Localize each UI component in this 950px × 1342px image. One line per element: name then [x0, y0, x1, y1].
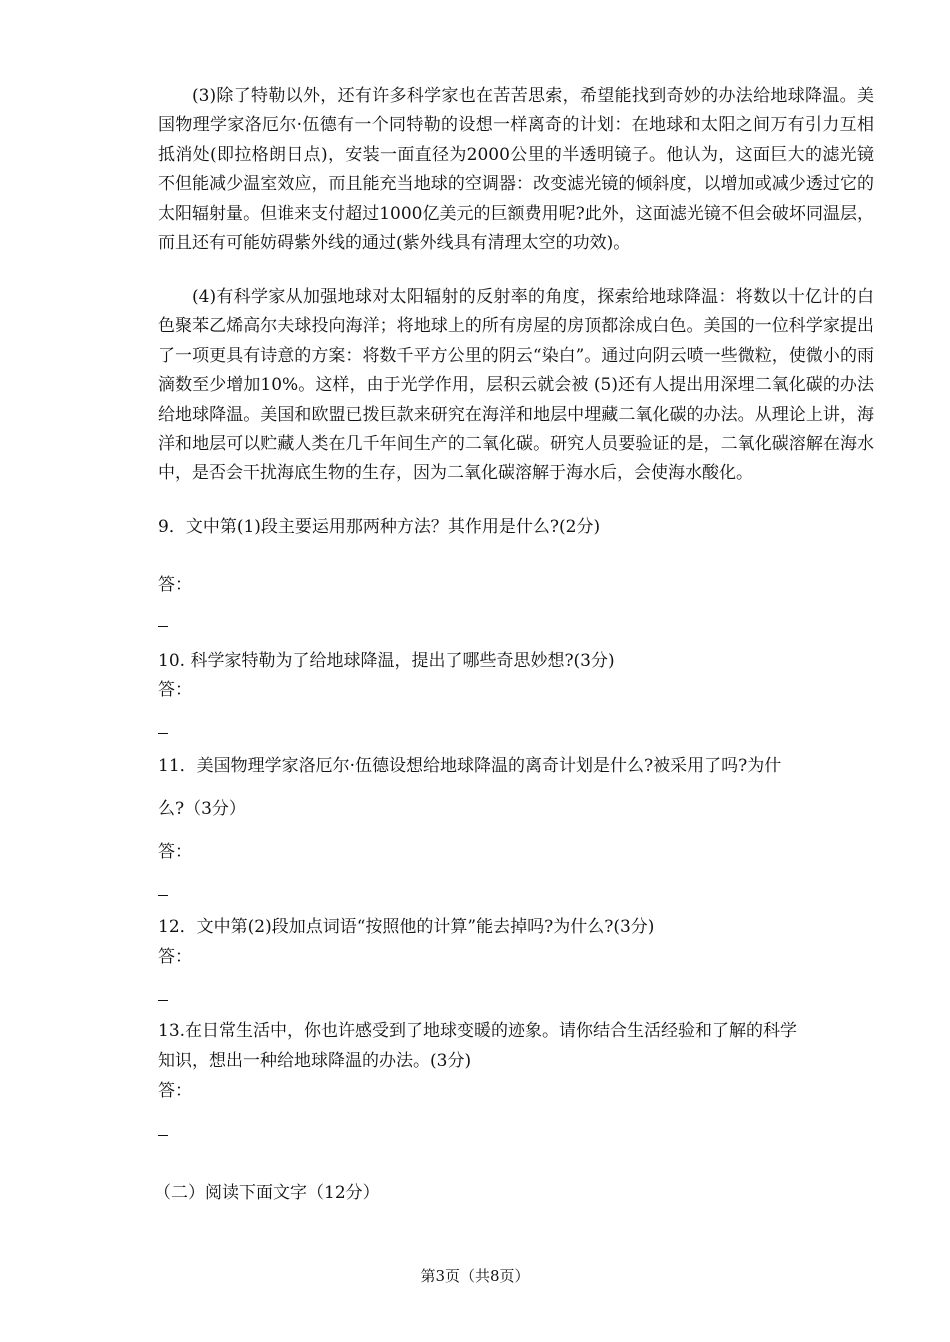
answer-blank-11	[158, 895, 168, 896]
answer-label-12: 答：	[158, 947, 192, 967]
answer-label-13: 答：	[158, 1081, 192, 1101]
paragraph-4-5: (4)有科学家从加强地球对太阳辐射的反射率的角度，探索给地球降温：将数以十亿计的白色聚苯乙烯高尔夫球投向海洋；将地球上的所有房屋的房顶都涂成白色。美国的一位科学家提出了一项更具有诗意的方案：将数千平方公里的阴云“染白”。通过向阴云喷一些微粒，使微小的雨滴数至少增加10%。这样，由于光学作用，层积云就会被 (5)还有人提出用深埋二氧化碳的办法给地球降温。美国和欧盟已拨巨款来研究在海洋和地层中埋藏二氧化碳的办法。从理论上讲，海洋和地层可以贮藏人类在几千年间生产的二氧化碳。研究人员要验证的是，二氧化碳溶解在海水中，是否会干扰海底生物的生存，因为二氧化碳溶解于海水后，会使海水酸化。	[158, 287, 874, 484]
question-11-line-1: 11．美国物理学家洛厄尔·伍德设想给地球降温的离奇计划是什么?被采用了吗?为什	[158, 756, 782, 776]
question-9: 9．文中第(1)段主要运用那两种方法？其作用是什么?(2分)	[158, 517, 601, 537]
answer-blank-9	[158, 626, 168, 627]
page-footer: 第3页（共8页）	[420, 1267, 530, 1285]
answer-blank-10	[158, 733, 168, 734]
question-12: 12．文中第(2)段加点词语“按照他的计算”能去掉吗?为什么?(3分)	[158, 917, 655, 937]
paragraph-3: (3)除了特勒以外，还有许多科学家也在苦苦思索，希望能找到奇妙的办法给地球降温。美国物理学家洛厄尔·伍德有一个同特勒的设想一样离奇的计划：在地球和太阳之间万有引力互相抵消处(即拉格朗日点)，安装一面直径为2000公里的半透明镜子。他认为，这面巨大的滤光镜不但能减少温室效应，而且能充当地球的空调器：改变滤光镜的倾斜度，以增加或减少透过它的太阳辐射量。但谁来支付超过1000亿美元的巨额费用呢?此外，这面滤光镜不但会破坏同温层，而且还有可能妨碍紫外线的通过(紫外线具有清理太空的功效)。	[158, 86, 874, 254]
answer-label-9: 答：	[158, 575, 192, 595]
question-10: 10. 科学家特勒为了给地球降温，提出了哪些奇思妙想?(3分)	[158, 651, 615, 671]
answer-blank-12	[158, 1000, 168, 1001]
section-heading: （二）阅读下面文字（12分）	[154, 1183, 380, 1203]
answer-label-10: 答：	[158, 680, 192, 700]
question-13-line-1: 13.在日常生活中，你也许感受到了地球变暖的迹象。请你结合生活经验和了解的科学	[158, 1021, 798, 1041]
question-13-line-2: 知识，想出一种给地球降温的办法。(3分)	[158, 1051, 472, 1071]
answer-blank-13	[158, 1135, 168, 1136]
answer-label-11: 答：	[158, 842, 192, 862]
question-11-line-2: 么?（3分）	[158, 799, 246, 819]
